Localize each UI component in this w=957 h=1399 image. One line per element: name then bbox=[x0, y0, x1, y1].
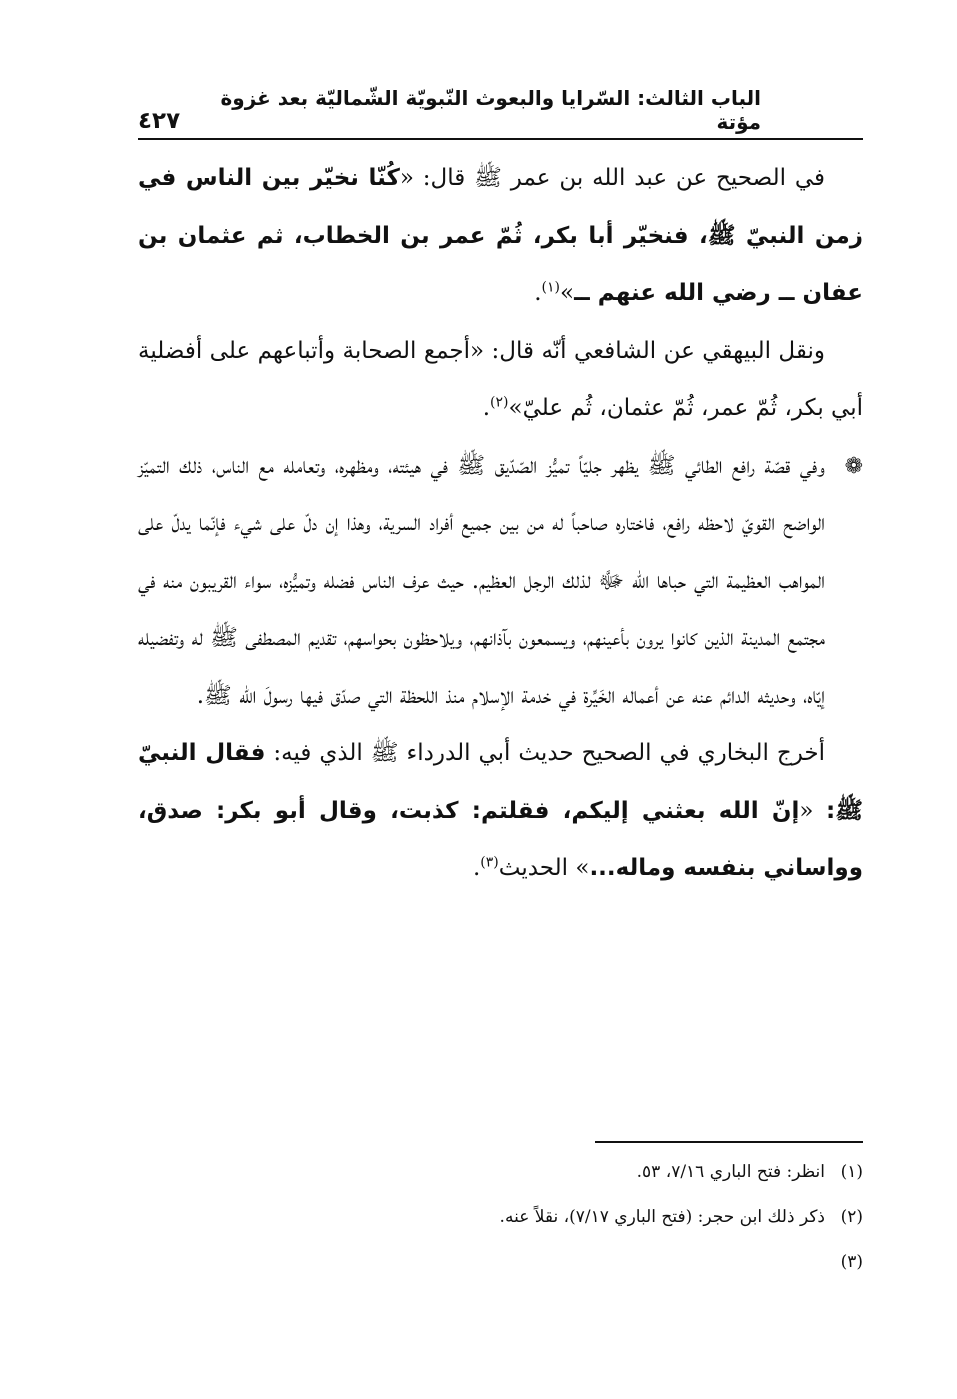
footnote-ref-3[interactable]: (٣) bbox=[480, 854, 499, 871]
footnote-rule bbox=[595, 1141, 863, 1143]
p2-text: ونقل البيهقي عن الشافعي أنّه قال: «أجمع الصحابة وأتباعهم على أفضلية أبي بكر، ثُمّ عمر، ثُمّ عثمان، ثُم عليّ» bbox=[138, 337, 863, 421]
p4-speaker: فقال النبيّ ﷺ: bbox=[138, 740, 863, 824]
footnote-ref-1[interactable]: (١) bbox=[541, 279, 560, 296]
p4-hadith: » الحديث bbox=[498, 855, 590, 881]
footnote-3 bbox=[138, 1240, 863, 1285]
flower-bullet-icon: ❁ bbox=[844, 453, 863, 479]
p4-quote: إنّ الله بعثني إليكم، فقلتم: كذبت، وقال أبو بكر: صدق، وواساني بنفسه وماله... bbox=[138, 797, 863, 881]
footnote-number: (٣) bbox=[840, 1252, 863, 1272]
p1-close: » bbox=[559, 280, 575, 306]
running-header bbox=[138, 86, 761, 134]
p1-intro: في الصحيح عن عبد الله بن عمر ﷺ قال: « bbox=[399, 165, 825, 191]
header-rule bbox=[138, 138, 863, 140]
main-text bbox=[138, 150, 863, 898]
p2-end: . bbox=[482, 395, 491, 421]
p3-text: وفي قصّة رافع الطائي ﷺ يظهر جليّاً تميُّز الصّدّيق ﷺ في هيئته، ومظهره، وتعامله مع الناس، ذلك التميّز الواضح القويّ لاحظه رافع، فاختاره صاحباً له من بين جميع أفراد السرية، وهذا إن دلّ على شيء فإنّما يدلّ على المواهب العظيمة التي حباها الله ﷻ لذلك الرجل العظيم. حيث عرف الناس فضله وتميُّزه، سواء القريبون منه في مجتمع المدينة الذين كانوا يرون بأعينهم، ويسمعون بآذانهم، ويلاحظون بحواسهم، تقديم المصطفى ﷺ له وتفضيله إيّاه، وحديثه الدائم عنه عن أعماله الخَيِّرة في خدمة الإسلام منذ اللحظة التي صدّق فيها رسولَ الله ﷺ. bbox=[138, 452, 825, 709]
page-number: ٤٢٧ bbox=[138, 108, 181, 134]
paragraph-bukhari bbox=[138, 725, 863, 898]
p1-quote: كُنّا نخيّر بين الناس في زمن النبيّ ﷺ، فنخيّر أبا بكر، ثُمّ عمر بن الخطاب، ثم عثمان بن عفان ــ رضي الله عنهم ــ bbox=[138, 165, 863, 306]
footnote-text: انظر: فتح الباري ٧/١٦، ٥٣. bbox=[636, 1162, 825, 1182]
p4-open: « bbox=[799, 797, 827, 824]
footnote-1 bbox=[138, 1150, 863, 1195]
p1-end: . bbox=[534, 280, 542, 306]
p4-end: . bbox=[472, 855, 481, 881]
footnote-number: (١) bbox=[840, 1162, 863, 1182]
p4-intro: أخرج البخاري في الصحيح حديث أبي الدرداء ﷺ الذي فيه: bbox=[265, 740, 825, 766]
header-title: الباب الثالث: السّرايا والبعوث النّبويّة الشّماليّة بعد غزوة مؤتة bbox=[220, 86, 761, 134]
paragraph-ibn-umar bbox=[138, 150, 863, 323]
footnotes bbox=[138, 1150, 863, 1285]
footnote-ref-2[interactable]: (٢) bbox=[490, 394, 509, 411]
footnote-number: (٢) bbox=[840, 1207, 863, 1227]
paragraph-shafii bbox=[138, 323, 863, 438]
paragraph-rafi bbox=[138, 438, 863, 726]
footnote-text: ذكر ذلك ابن حجر: (فتح الباري ٧/١٧)، نقلاً عنه. bbox=[499, 1207, 825, 1227]
footnote-2 bbox=[138, 1195, 863, 1240]
